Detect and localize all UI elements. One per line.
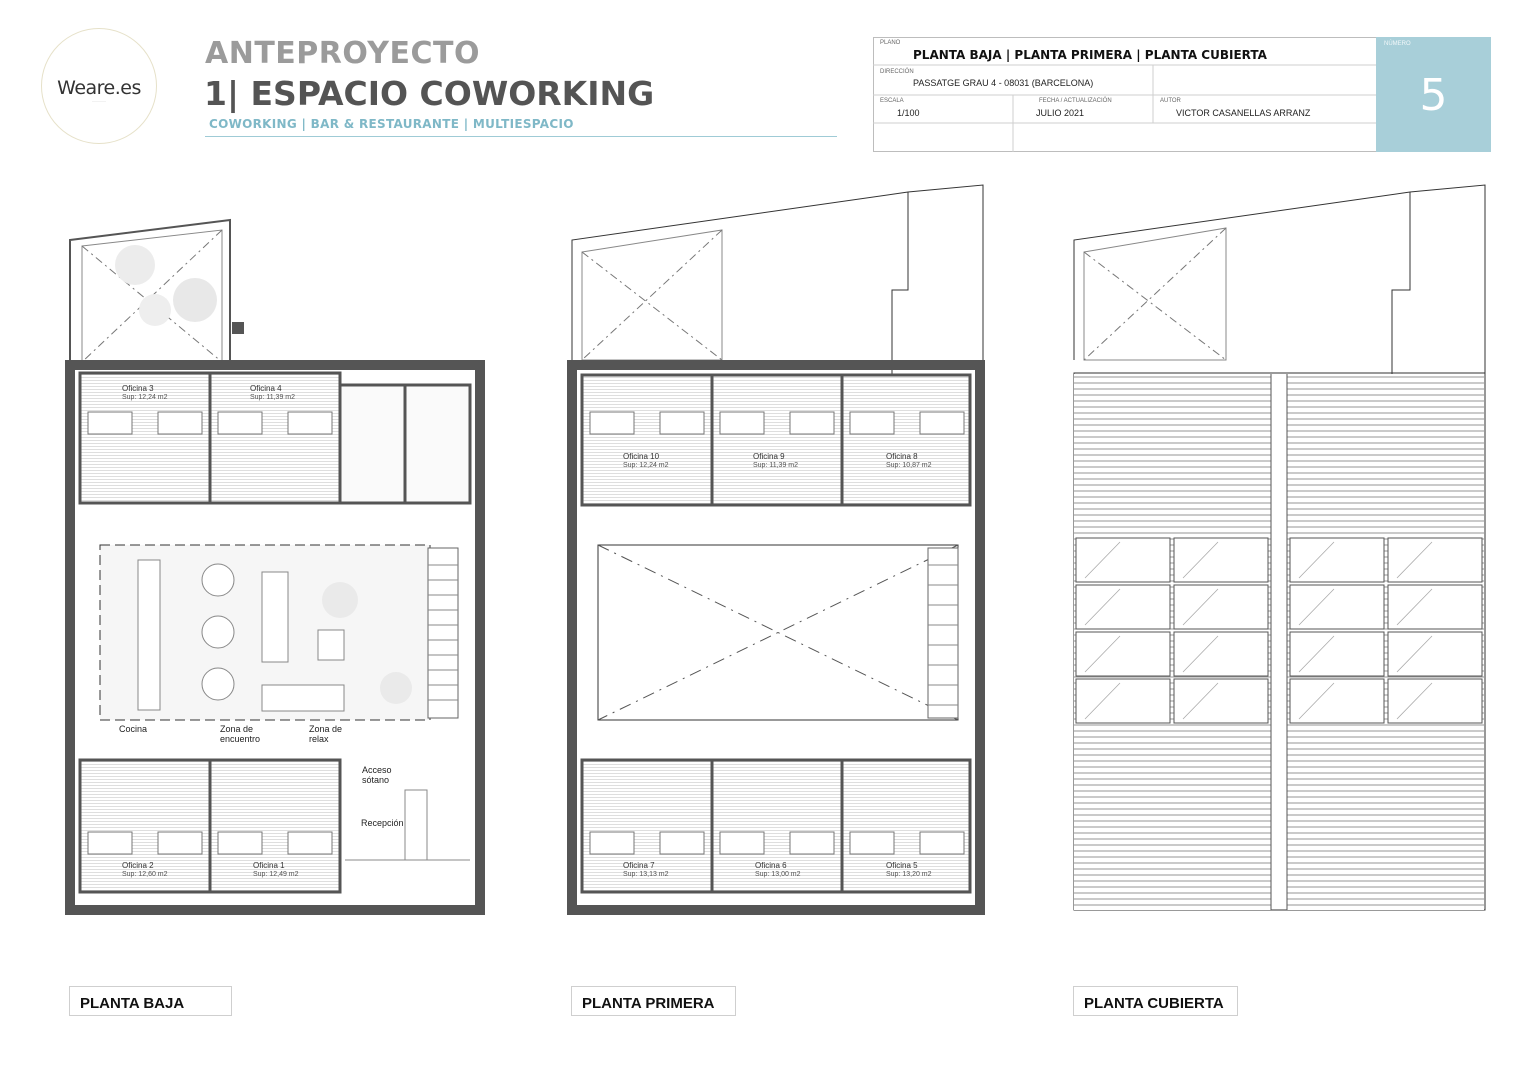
zone-label-line: Zona de — [309, 724, 343, 734]
room-area: Sup: 13,00 m2 — [755, 871, 801, 878]
plano-label: PLANO — [880, 40, 901, 46]
room-name: Oficina 8 — [886, 452, 918, 461]
room-label-oficina-4 — [250, 384, 295, 402]
room-name: Oficina 9 — [753, 452, 785, 461]
escala-value: 1/100 — [897, 108, 920, 118]
room-name: Oficina 2 — [122, 861, 154, 870]
zone-label-relax — [309, 724, 342, 744]
caption-planta-cubierta: PLANTA CUBIERTA — [1073, 986, 1238, 1016]
project-title: 1| ESPACIO COWORKING — [204, 74, 655, 113]
direccion-label: DIRECCIÓN — [880, 69, 914, 75]
caption-planta-baja: PLANTA BAJA — [69, 986, 232, 1016]
zone-label-line: encuentro — [220, 734, 261, 744]
room-label-oficina-8 — [886, 452, 932, 470]
room-label-oficina-5 — [886, 861, 932, 879]
zone-label-line: Acceso — [362, 765, 392, 775]
autor-label: AUTOR — [1160, 98, 1181, 104]
room-label-oficina-9 — [753, 452, 798, 470]
autor-value: VICTOR CASANELLAS ARRANZ — [1176, 108, 1311, 118]
caption-planta-primera: PLANTA PRIMERA — [571, 986, 736, 1016]
room-area: Sup: 12,60 m2 — [122, 871, 168, 878]
room-name: Oficina 10 — [623, 452, 660, 461]
zone-label-acceso-sotano — [362, 765, 392, 785]
room-name: Oficina 5 — [886, 861, 918, 870]
logo-text: Weare.es — [57, 77, 141, 99]
plan-planta-primera — [572, 185, 983, 910]
room-area: Sup: 12,24 m2 — [623, 462, 669, 469]
plano-value: PLANTA BAJA | PLANTA PRIMERA | PLANTA CUBIERTA — [913, 48, 1267, 62]
room-label-oficina-6 — [755, 861, 801, 879]
room-label-oficina-10 — [623, 452, 669, 470]
fecha-value: JULIO 2021 — [1036, 108, 1085, 118]
room-area: Sup: 12,49 m2 — [253, 871, 299, 878]
room-label-oficina-3 — [122, 384, 168, 402]
zone-label-line: sótano — [362, 775, 390, 785]
room-label-oficina-1 — [253, 861, 299, 879]
fecha-label: FECHA / ACTUALIZACIÓN — [1039, 98, 1112, 104]
room-name: Oficina 3 — [122, 384, 154, 393]
room-name: Oficina 4 — [250, 384, 282, 393]
sheet-number: 5 — [1419, 70, 1448, 121]
room-area: Sup: 11,39 m2 — [753, 462, 799, 469]
plan-planta-cubierta — [1074, 185, 1485, 910]
room-label-oficina-2 — [122, 861, 168, 879]
room-area: Sup: 13,20 m2 — [886, 871, 932, 878]
zone-label-encuentro — [220, 724, 260, 744]
direccion-value: PASSATGE GRAU 4 - 08031 (BARCELONA) — [913, 78, 1094, 88]
zone-label-cocina: Cocina — [119, 724, 148, 734]
plan-planta-baja — [70, 220, 480, 910]
zone-label-line: relax — [309, 734, 329, 744]
room-name: Oficina 1 — [253, 861, 285, 870]
numero-label: NÚMERO — [1384, 41, 1411, 47]
zone-label-line: Zona de — [220, 724, 254, 734]
project-subtitle: COWORKING | BAR & RESTAURANTE | MULTIESPACIO — [209, 117, 574, 131]
room-name: Oficina 7 — [623, 861, 655, 870]
room-area: Sup: 11,39 m2 — [250, 394, 296, 401]
room-name: Oficina 6 — [755, 861, 787, 870]
project-type-title: ANTEPROYECTO — [205, 36, 481, 71]
room-label-oficina-7 — [623, 861, 669, 879]
zone-label-recepcion: Recepción — [361, 818, 404, 828]
logo-tagline: ······· — [92, 99, 106, 105]
room-area: Sup: 13,13 m2 — [623, 871, 669, 878]
room-area: Sup: 10,87 m2 — [886, 462, 932, 469]
room-area: Sup: 12,24 m2 — [122, 394, 168, 401]
escala-label: ESCALA — [880, 98, 904, 104]
